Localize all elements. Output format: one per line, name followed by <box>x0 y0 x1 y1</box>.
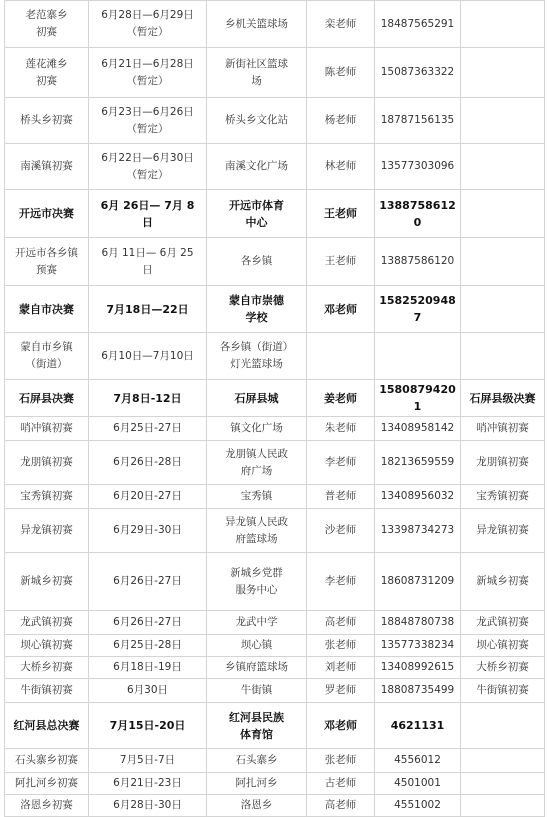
venue-cell: 阿扎河乡 <box>207 773 307 795</box>
date-cell: 6月25日-27日 <box>89 417 207 441</box>
venue-cell: 开远市体育 中心 <box>207 190 307 238</box>
venue-cell: 宝秀镇 <box>207 485 307 509</box>
table-row <box>5 441 545 485</box>
contact-cell: 林老师 <box>307 144 375 190</box>
note-cell <box>461 190 545 238</box>
event-cell: 坝心镇初赛 <box>5 635 89 657</box>
contact-cell: 邓老师 <box>307 703 375 749</box>
phone-cell: 4551002 <box>375 795 461 817</box>
phone-cell: 18213659559 <box>375 441 461 485</box>
phone-cell: 18808735499 <box>375 679 461 703</box>
phone-cell: 13408958142 <box>375 417 461 441</box>
phone-cell: 15808794201 <box>375 380 461 417</box>
contact-cell: 朱老师 <box>307 417 375 441</box>
event-cell: 龙朋镇初赛 <box>5 441 89 485</box>
contact-cell: 栾老师 <box>307 1 375 48</box>
note-cell: 大桥乡初赛 <box>461 657 545 679</box>
event-cell: 石头寨乡初赛 <box>5 749 89 773</box>
venue-cell: 镇文化广场 <box>207 417 307 441</box>
table-row <box>5 190 545 238</box>
date-cell: 7月18日—22日 <box>89 286 207 333</box>
date-cell: 6月21日—6月28日 （暂定） <box>89 48 207 98</box>
note-cell: 哨冲镇初赛 <box>461 417 545 441</box>
venue-cell: 乡机关篮球场 <box>207 1 307 48</box>
venue-cell: 南溪文化广场 <box>207 144 307 190</box>
contact-cell: 普老师 <box>307 485 375 509</box>
table-row <box>5 380 545 417</box>
contact-cell: 罗老师 <box>307 679 375 703</box>
phone-cell: 13577303096 <box>375 144 461 190</box>
date-cell: 6月29日-30日 <box>89 509 207 553</box>
contact-cell: 姜老师 <box>307 380 375 417</box>
table-row <box>5 657 545 679</box>
note-cell: 坝心镇初赛 <box>461 635 545 657</box>
venue-cell: 牛街镇 <box>207 679 307 703</box>
contact-cell: 杨老师 <box>307 98 375 144</box>
phone-cell: 18487565291 <box>375 1 461 48</box>
table-row <box>5 333 545 380</box>
contact-cell: 高老师 <box>307 795 375 817</box>
date-cell: 6月28日-30日 <box>89 795 207 817</box>
date-cell: 6月20日-27日 <box>89 485 207 509</box>
note-cell <box>461 144 545 190</box>
date-cell: 6月25日-28日 <box>89 635 207 657</box>
date-cell: 6月 26日— 7月 8 日 <box>89 190 207 238</box>
table-row <box>5 509 545 553</box>
date-cell: 6月18日-19日 <box>89 657 207 679</box>
date-cell: 6月26日-27日 <box>89 611 207 635</box>
phone-cell: 13577338234 <box>375 635 461 657</box>
date-cell: 6月10日—7月10日 <box>89 333 207 380</box>
event-cell: 新城乡初赛 <box>5 553 89 611</box>
table-row <box>5 679 545 703</box>
phone-cell: 15825209487 <box>375 286 461 333</box>
table-row <box>5 144 545 190</box>
note-cell <box>461 773 545 795</box>
note-cell: 新城乡初赛 <box>461 553 545 611</box>
event-cell: 老范寨乡 初赛 <box>5 1 89 48</box>
venue-cell: 石屏县城 <box>207 380 307 417</box>
schedule-table <box>4 0 545 817</box>
date-cell: 7月5日-7日 <box>89 749 207 773</box>
date-cell: 6月22日—6月30日 （暂定） <box>89 144 207 190</box>
note-cell <box>461 333 545 380</box>
contact-cell: 李老师 <box>307 441 375 485</box>
contact-cell: 张老师 <box>307 749 375 773</box>
contact-cell: 张老师 <box>307 635 375 657</box>
phone-cell: 13887586120 <box>375 238 461 286</box>
event-cell: 龙武镇初赛 <box>5 611 89 635</box>
event-cell: 哨冲镇初赛 <box>5 417 89 441</box>
table-row <box>5 286 545 333</box>
event-cell: 宝秀镇初赛 <box>5 485 89 509</box>
event-cell: 莲花滩乡 初赛 <box>5 48 89 98</box>
phone-cell: 18608731209 <box>375 553 461 611</box>
table-row <box>5 98 545 144</box>
note-cell: 牛街镇初赛 <box>461 679 545 703</box>
venue-cell: 蒙自市崇德 学校 <box>207 286 307 333</box>
venue-cell: 新街社区篮球 场 <box>207 48 307 98</box>
event-cell: 红河县总决赛 <box>5 703 89 749</box>
phone-cell: 15087363322 <box>375 48 461 98</box>
venue-cell: 红河县民族 体育馆 <box>207 703 307 749</box>
venue-cell: 异龙镇人民政 府篮球场 <box>207 509 307 553</box>
schedule-table-body <box>5 1 545 817</box>
table-row <box>5 1 545 48</box>
date-cell: 6月26日-28日 <box>89 441 207 485</box>
event-cell: 石屏县决赛 <box>5 380 89 417</box>
contact-cell: 古老师 <box>307 773 375 795</box>
note-cell: 龙武镇初赛 <box>461 611 545 635</box>
event-cell: 异龙镇初赛 <box>5 509 89 553</box>
event-cell: 牛街镇初赛 <box>5 679 89 703</box>
note-cell: 龙朋镇初赛 <box>461 441 545 485</box>
note-cell: 石屏县级决赛 <box>461 380 545 417</box>
contact-cell: 刘老师 <box>307 657 375 679</box>
phone-cell: 13887586120 <box>375 190 461 238</box>
venue-cell: 新城乡党群 服务中心 <box>207 553 307 611</box>
table-row <box>5 795 545 817</box>
note-cell <box>461 98 545 144</box>
event-cell: 开远市决赛 <box>5 190 89 238</box>
note-cell <box>461 1 545 48</box>
table-row <box>5 48 545 98</box>
event-cell: 蒙自市决赛 <box>5 286 89 333</box>
phone-cell: 18787156135 <box>375 98 461 144</box>
note-cell: 异龙镇初赛 <box>461 509 545 553</box>
table-row <box>5 635 545 657</box>
contact-cell: 李老师 <box>307 553 375 611</box>
note-cell <box>461 749 545 773</box>
phone-cell: 18848780738 <box>375 611 461 635</box>
contact-cell: 王老师 <box>307 190 375 238</box>
phone-cell <box>375 333 461 380</box>
event-cell: 阿扎河乡初赛 <box>5 773 89 795</box>
phone-cell: 4621131 <box>375 703 461 749</box>
venue-cell: 龙朋镇人民政 府广场 <box>207 441 307 485</box>
venue-cell: 各乡镇（街道） 灯光篮球场 <box>207 333 307 380</box>
phone-cell: 13408992615 <box>375 657 461 679</box>
table-row <box>5 238 545 286</box>
event-cell: 大桥乡初赛 <box>5 657 89 679</box>
table-row <box>5 611 545 635</box>
venue-cell: 龙武中学 <box>207 611 307 635</box>
event-cell: 洛恩乡初赛 <box>5 795 89 817</box>
phone-cell: 4556012 <box>375 749 461 773</box>
contact-cell: 邓老师 <box>307 286 375 333</box>
venue-cell: 石头寨乡 <box>207 749 307 773</box>
phone-cell: 13408956032 <box>375 485 461 509</box>
venue-cell: 坝心镇 <box>207 635 307 657</box>
date-cell: 7月15日-20日 <box>89 703 207 749</box>
phone-cell: 4501001 <box>375 773 461 795</box>
contact-cell: 高老师 <box>307 611 375 635</box>
date-cell: 6月28日—6月29日 （暂定） <box>89 1 207 48</box>
date-cell: 6月21日-23日 <box>89 773 207 795</box>
event-cell: 蒙自市乡镇 （街道） <box>5 333 89 380</box>
phone-cell: 13398734273 <box>375 509 461 553</box>
note-cell <box>461 238 545 286</box>
note-cell <box>461 703 545 749</box>
event-cell: 桥头乡初赛 <box>5 98 89 144</box>
venue-cell: 各乡镇 <box>207 238 307 286</box>
contact-cell: 沙老师 <box>307 509 375 553</box>
note-cell <box>461 48 545 98</box>
event-cell: 南溪镇初赛 <box>5 144 89 190</box>
contact-cell: 王老师 <box>307 238 375 286</box>
date-cell: 6月 11日— 6月 25 日 <box>89 238 207 286</box>
note-cell: 宝秀镇初赛 <box>461 485 545 509</box>
note-cell <box>461 795 545 817</box>
table-row <box>5 553 545 611</box>
venue-cell: 乡镇府篮球场 <box>207 657 307 679</box>
event-cell: 开远市各乡镇 预赛 <box>5 238 89 286</box>
date-cell: 6月23日—6月26日 （暂定） <box>89 98 207 144</box>
contact-cell <box>307 333 375 380</box>
table-row <box>5 485 545 509</box>
contact-cell: 陈老师 <box>307 48 375 98</box>
table-row <box>5 773 545 795</box>
date-cell: 7月8日-12日 <box>89 380 207 417</box>
table-row <box>5 703 545 749</box>
venue-cell: 桥头乡文化站 <box>207 98 307 144</box>
date-cell: 6月30日 <box>89 679 207 703</box>
table-row <box>5 417 545 441</box>
note-cell <box>461 286 545 333</box>
venue-cell: 洛恩乡 <box>207 795 307 817</box>
date-cell: 6月26日-27日 <box>89 553 207 611</box>
table-row <box>5 749 545 773</box>
